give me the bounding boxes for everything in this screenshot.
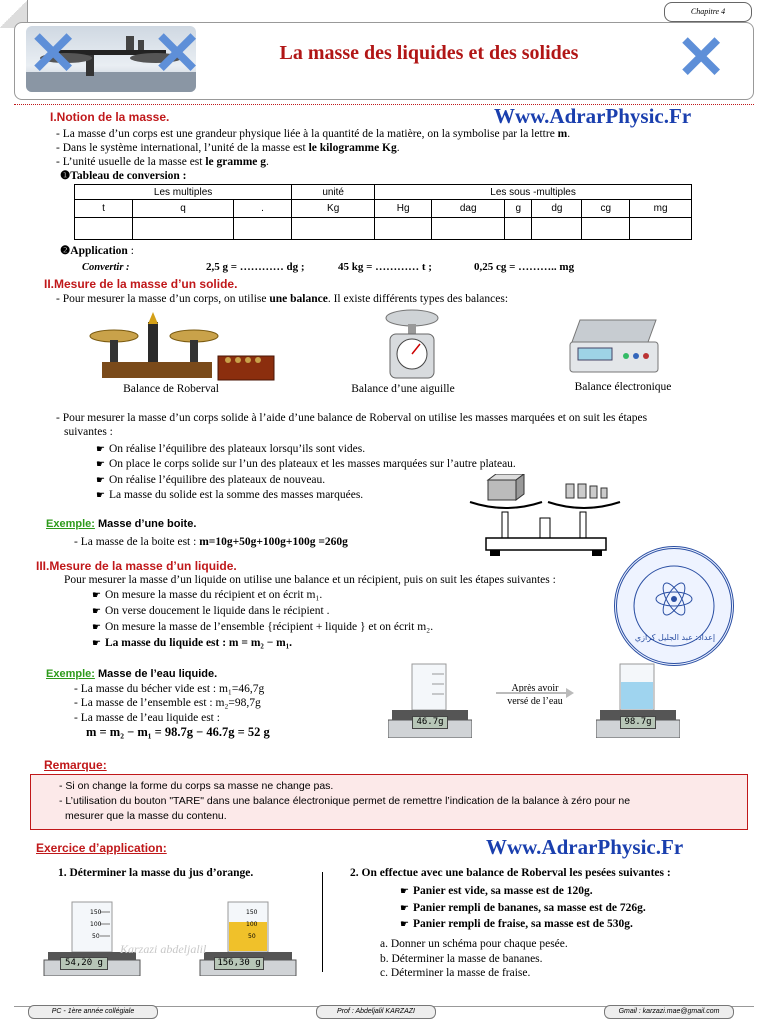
empty-cell xyxy=(233,218,291,240)
convert-label: Convertir : xyxy=(82,262,130,273)
hand-pointer-icon: ☛ xyxy=(92,590,101,601)
application-title: ❷Application : xyxy=(60,245,134,257)
page-title: La masse des liquides et des solides xyxy=(279,42,579,64)
s3-step-3: ☛ On mesure la masse de l’ensemble {récipient + liquide } et on écrit m₂. xyxy=(92,621,434,633)
empty-cell xyxy=(375,218,432,240)
x-decoration-right-icon: ✕ xyxy=(676,25,727,91)
remark-box xyxy=(30,774,748,830)
conversion-table xyxy=(74,184,692,240)
empty-cell xyxy=(582,218,630,240)
empty-cell xyxy=(505,218,532,240)
convert-item-1: 2,5 g = ………… dg ; xyxy=(206,261,305,273)
s3-step-4: ☛ La masse du liquide est : m = m₂ − m₁. xyxy=(92,637,293,649)
unit-cell: . xyxy=(233,200,291,218)
s3-intro: Pour mesurer la masse d’un liquide on utilise une balance et un récipient, puis on suit les étapes suivantes : xyxy=(64,574,556,586)
s2-example-line: - La masse de la boite est : m=10g+50g+100g+100g =260g xyxy=(74,536,348,548)
unit-cell: Hg xyxy=(375,200,432,218)
subq-b: b. Déterminer la masse de bananes. xyxy=(380,953,543,965)
arrow-right-icon xyxy=(496,688,574,698)
s1-line-2: - Dans le système international, l’unité de la masse est le kilogramme Kg. xyxy=(56,142,400,154)
s2-step-2: ☛ On place le corps solide sur l’un des plateaux et les masses marquées sur l’autre plateau. xyxy=(96,458,516,470)
conversion-table-title: ❶Tableau de conversion : xyxy=(60,170,187,182)
tick-label: 150 xyxy=(246,909,258,916)
stamp-text: إعداد: عبد الجليل كرازي xyxy=(634,633,716,642)
lcd-before: 46.7g xyxy=(412,716,448,729)
hand-pointer-icon: ☛ xyxy=(400,886,409,897)
author-stamp xyxy=(614,546,734,666)
lcd-exercise-2: 156,30 g xyxy=(214,957,264,970)
s2-step-1: ☛ On réalise l’équilibre des plateaux lorsqu’ils sont vides. xyxy=(96,443,366,455)
unit-cell: g xyxy=(505,200,532,218)
footer-email: Gmail : karzazi.mae@gmail.com xyxy=(604,1005,734,1019)
empty-cell xyxy=(432,218,505,240)
electronic-balance-icon xyxy=(566,316,662,378)
chapter-tab: Chapitre 4 xyxy=(664,2,752,22)
convert-item-3: 0,25 cg = ……….. mg xyxy=(474,261,575,273)
x-decoration-mid-icon: ✕ xyxy=(152,21,203,87)
s2-para-2: suivantes : xyxy=(64,426,113,438)
s2-intro: - Pour mesurer la masse d’un corps, on utilise une balance. Il existe différents types des balances: xyxy=(56,293,509,305)
label-electronic: Balance électronique xyxy=(574,381,672,393)
needle-balance-icon xyxy=(384,308,444,382)
table-units-row xyxy=(75,200,692,218)
weighing-1: ☛ Panier est vide, sa masse est de 120g. xyxy=(400,885,593,897)
section-3-title: III.Mesure de la masse d’un liquide. xyxy=(36,559,237,573)
table-header-row xyxy=(75,185,692,200)
hand-pointer-icon: ☛ xyxy=(96,444,105,455)
section-1-title: I.Notion de la masse. xyxy=(50,110,170,124)
remark-title: Remarque: xyxy=(44,758,107,772)
unit-cell: q xyxy=(133,200,234,218)
subq-a: a. Donner un schéma pour chaque pesée. xyxy=(380,938,568,950)
table-empty-row xyxy=(75,218,692,240)
roberval-balance-icon xyxy=(86,312,276,384)
empty-cell xyxy=(292,218,375,240)
s3-example-line-3: - La masse de l’eau liquide est : xyxy=(74,712,220,724)
s3-step-1: ☛ On mesure la masse du récipient et on écrit m₁. xyxy=(92,589,323,601)
empty-cell xyxy=(630,218,692,240)
s2-step-3: ☛ On réalise l’équilibre des plateaux de nouveau. xyxy=(96,474,326,486)
s1-line-3: - L’unité usuelle de la masse est le gramme g. xyxy=(56,156,269,168)
exercise-divider xyxy=(322,872,323,972)
empty-cell xyxy=(75,218,133,240)
convert-item-2: 45 kg = ………… t ; xyxy=(338,261,432,273)
s2-para-1: - Pour mesurer la masse d’un corps solide à l’aide d’une balance de Roberval on utilise les masses marquées et on suit les étapes xyxy=(56,412,648,424)
arrow-caption-line: Après avoir xyxy=(511,683,559,694)
section-2-title: II.Mesure de la masse d’un solide. xyxy=(44,277,238,291)
hand-pointer-icon: ☛ xyxy=(400,903,409,914)
s3-step-2: ☛ On verse doucement le liquide dans le récipient . xyxy=(92,605,330,617)
label-roberval: Balance de Roberval xyxy=(123,383,219,395)
remark-line-3: mesurer que la masse du contenu. xyxy=(65,810,227,822)
s2-example-title: Exemple: Masse d’une boite. xyxy=(46,518,197,530)
tick-label: 50 xyxy=(92,933,100,940)
unit-cell: t xyxy=(75,200,133,218)
lcd-exercise-1: 54,20 g xyxy=(60,957,108,970)
s1-line-1: - La masse d’un corps est une grandeur physique liée à la quantité de la matière, on la symbolise par la lettre m. xyxy=(56,128,571,140)
tick-label: 100 xyxy=(90,921,102,928)
atom-icon xyxy=(617,549,731,663)
empty-cell xyxy=(532,218,582,240)
header-multiples: Les multiples xyxy=(75,185,292,200)
weighing-2: ☛ Panier rempli de bananes, sa masse est de 726g. xyxy=(400,902,646,914)
lcd-after: 98.7g xyxy=(620,716,656,729)
x-decoration-left-icon: ✕ xyxy=(28,21,79,87)
hand-pointer-icon: ☛ xyxy=(96,475,105,486)
hand-pointer-icon: ☛ xyxy=(92,622,101,633)
watermark: Karzazi abdeljalil xyxy=(120,942,207,956)
footer-level: PC - 1ère année collégiale xyxy=(28,1005,158,1019)
s3-example-line-1: - La masse du bécher vide est : m₁=46,7g xyxy=(74,683,265,695)
weighing-3: ☛ Panier rempli de fraise, sa masse est de 530g. xyxy=(400,918,633,930)
remark-line-2: - L’utilisation du bouton "TARE" dans une balance électronique permet de remettre l’indication de la balance à zéro pour ne xyxy=(59,795,631,807)
s3-formula: m = m₂ − m₁ = 98.7g − 46.7g = 52 g xyxy=(86,725,270,739)
tick-label: 150 xyxy=(90,909,102,916)
unit-cell: mg xyxy=(630,200,692,218)
header-unit: unité xyxy=(292,185,375,200)
hand-pointer-icon: ☛ xyxy=(400,919,409,930)
roberval-box-drawing-icon xyxy=(466,474,624,560)
exercise-title: Exercice d’application: xyxy=(36,841,167,855)
subq-c: c. Déterminer la masse de fraise. xyxy=(380,967,531,979)
arrow-caption-line: versé de l’eau xyxy=(507,696,563,707)
hand-pointer-icon: ☛ xyxy=(96,459,105,470)
header-submultiples: Les sous -multiples xyxy=(375,185,692,200)
unit-cell: dg xyxy=(532,200,582,218)
empty-cell xyxy=(133,218,234,240)
exercise-q2: 2. On effectue avec une balance de Roberval les pesées suivantes : xyxy=(350,867,671,879)
hand-pointer-icon: ☛ xyxy=(92,638,101,649)
hand-pointer-icon: ☛ xyxy=(96,490,105,501)
s2-step-4: ☛ La masse du solide est la somme des masses marquées. xyxy=(96,489,364,501)
website-link-top[interactable]: Www.AdrarPhysic.Fr xyxy=(494,104,692,128)
s3-example-line-2: - La masse de l’ensemble est : m₂=98,7g xyxy=(74,697,261,709)
hand-pointer-icon: ☛ xyxy=(92,606,101,617)
unit-cell: dag xyxy=(432,200,505,218)
exercise-q1: 1. Déterminer la masse du jus d’orange. xyxy=(58,867,254,879)
s3-example-title: Exemple: Masse de l’eau liquide. xyxy=(46,668,218,680)
label-needle: Balance d’une aiguille xyxy=(351,383,455,395)
tick-label: 100 xyxy=(246,921,258,928)
tick-label: 50 xyxy=(248,933,256,940)
website-link-bottom[interactable]: Www.AdrarPhysic.Fr xyxy=(486,835,684,859)
unit-cell: cg xyxy=(582,200,630,218)
unit-cell: Kg xyxy=(292,200,375,218)
footer-author: Prof : Abdeljalil KARZAZI xyxy=(316,1005,436,1019)
remark-line-1: - Si on change la forme du corps sa masse ne change pas. xyxy=(59,780,334,792)
